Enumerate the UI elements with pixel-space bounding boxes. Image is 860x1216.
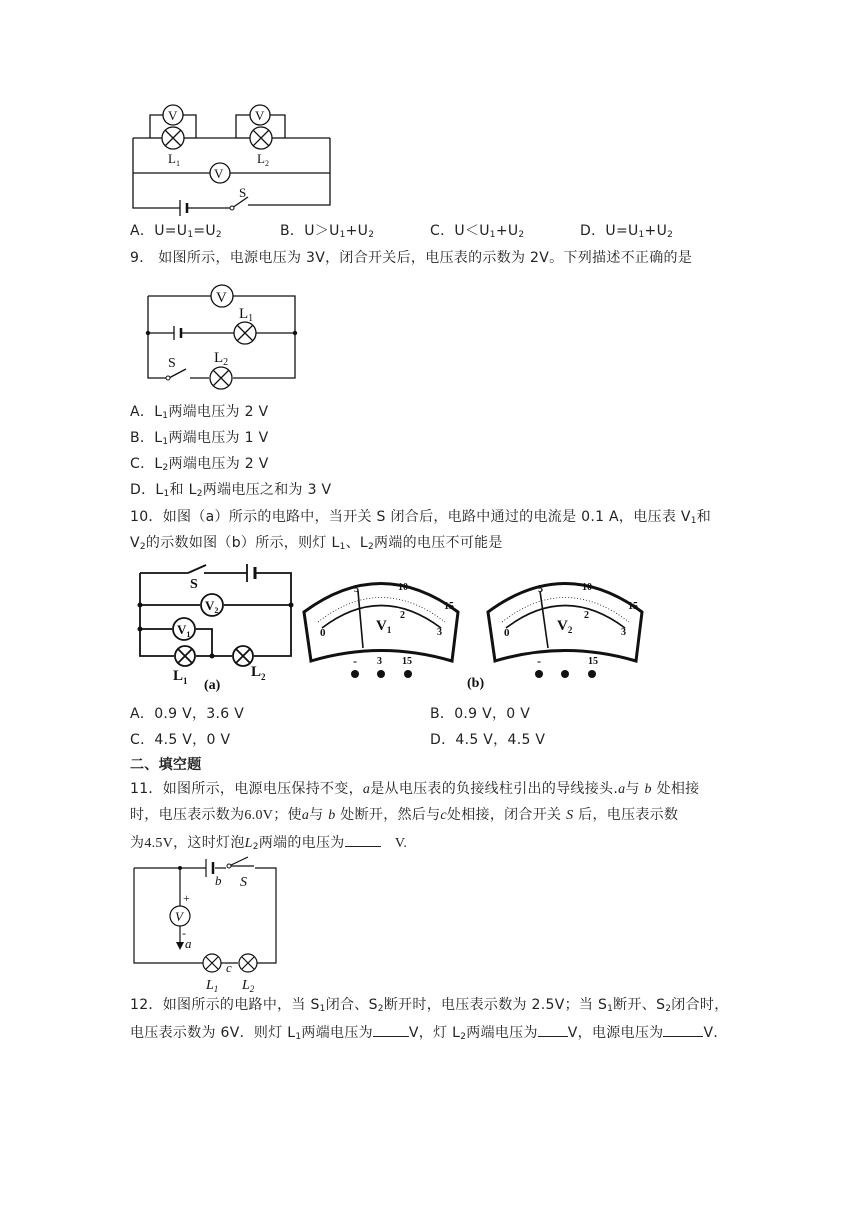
m1-term-minus: - <box>353 654 357 668</box>
m2-bot-2: 2 <box>584 610 589 621</box>
q10-meter-label1: $V_1$ <box>376 618 392 635</box>
q9-l2-label: $L_2$ <box>214 350 229 368</box>
m2-bot-3: 3 <box>621 627 626 638</box>
q10-option-b[interactable]: B．0.9 V，0 V <box>430 706 531 722</box>
m2-term-minus: - <box>537 654 541 668</box>
q10-l1-label: $L_1$ <box>173 668 188 686</box>
m1-top-10: 10 <box>398 582 408 593</box>
q12-line2: 电压表示数为 6V．则灯 L1两端电压为 V，灯 L2两端电压为 V，电源电压为 V． <box>130 1022 728 1046</box>
q10-v2-label: $V_2$ <box>205 598 219 615</box>
q8-option-d[interactable]: D．U=U1+U2 <box>580 223 674 240</box>
q9-option-a[interactable]: A．L1两端电压为 2 V <box>130 404 269 421</box>
m1-top-15: 15 <box>444 601 454 612</box>
q11-l2-label: $L_2$ <box>242 978 255 994</box>
section-title: 二、填空题 <box>130 757 202 773</box>
q9-l1-label: $L_1$ <box>239 306 254 324</box>
q11-c-label: c <box>226 960 232 975</box>
q11-plus-label: + <box>183 891 190 905</box>
m2-top-10: 10 <box>582 582 592 593</box>
m1-bot-0: 0 <box>320 627 326 639</box>
q9-option-b[interactable]: B．L1两端电压为 1 V <box>130 430 269 447</box>
q10-stem-line2: V2的示数如图（b）所示，则灯 L1、L2两端的电压不可能是 <box>130 535 503 552</box>
q10-option-d[interactable]: D．4.5 V，4.5 V <box>430 732 546 748</box>
q8-v-label: V <box>214 166 224 181</box>
q8-option-a[interactable]: A．U=U1=U2 <box>130 223 222 240</box>
q9-switch-label: S <box>168 356 176 371</box>
q11-b-label: b <box>215 873 222 888</box>
q10-option-a[interactable]: A．0.9 V，3.6 V <box>130 706 245 722</box>
q10-label-a: (a) <box>204 678 221 693</box>
q10-meter-label2: $V_2$ <box>557 618 573 635</box>
q11-line3: 为4.5V，这时灯泡L2两端的电压为 V. <box>130 832 407 856</box>
q8-switch-label: S <box>239 185 247 200</box>
q11-s-label: S <box>240 875 247 890</box>
q11-line2: 时，电压表示数为6.0V；使a与 b 处断开，然后与c处相接，闭合开关 S 后，电压表示数 <box>130 807 679 823</box>
q10-v1-label: $V_1$ <box>177 622 191 639</box>
m2-bot-0: 0 <box>504 627 510 639</box>
m1-bot-3: 3 <box>437 627 442 638</box>
q8-l2-label: $L_2$ <box>257 151 269 168</box>
q11-v-label: V <box>175 909 183 924</box>
q9-v-label: V <box>216 290 227 306</box>
q8-l1-label: $L_1$ <box>168 151 180 168</box>
m1-term-3: 3 <box>377 656 382 667</box>
m2-top-5: 5 <box>538 584 543 595</box>
m1-term-15: 15 <box>402 656 412 667</box>
q11-a-label: a <box>185 936 192 951</box>
q11-line1: 11．如图所示，电源电压保持不变，a是从电压表的负接线柱引出的导线接头.a与 b 处相接 <box>130 781 700 797</box>
q12-answer-blank-3[interactable] <box>663 1022 703 1037</box>
m2-term-15: 15 <box>588 656 598 667</box>
q10-stem-line1: 10．如图（a）所示的电路中，当开关 S 闭合后，电路中通过的电流是 0.1 A，电压表 V1和 <box>130 509 712 526</box>
q8-v1-label: V <box>168 108 178 123</box>
q9-option-d[interactable]: D．L1和 L2两端电压之和为 3 V <box>130 482 332 499</box>
q12-line1: 12．如图所示的电路中，当 S1闭合、S2断开时，电压表示数为 2.5V；当 S1断开、S2闭合时， <box>130 997 729 1014</box>
q10-l2-label: $L_2$ <box>251 664 266 682</box>
q12-answer-blank-1[interactable] <box>373 1022 409 1037</box>
q10-option-c[interactable]: C．4.5 V，0 V <box>130 732 231 748</box>
q11-minus-label: - <box>182 926 186 940</box>
q9-stem: 9． 如图所示，电源电压为 3V，闭合开关后，电压表的示数为 2V。下列描述不正确的是 <box>130 250 693 266</box>
q8-option-c[interactable]: C．U＜U1+U2 <box>430 223 525 240</box>
q11-l1-label: $L_1$ <box>206 978 219 994</box>
m2-top-15: 15 <box>628 601 638 612</box>
q8-v2-label: V <box>255 108 265 123</box>
m1-top-5: 5 <box>354 584 359 595</box>
q8-option-b[interactable]: B．U＞U1+U2 <box>280 223 375 240</box>
m1-bot-2: 2 <box>400 610 405 621</box>
q9-option-c[interactable]: C．L2两端电压为 2 V <box>130 456 269 473</box>
q12-answer-blank-2[interactable] <box>538 1022 568 1037</box>
q10-switch-label: S <box>190 577 198 592</box>
q10-label-b: (b) <box>467 676 485 691</box>
